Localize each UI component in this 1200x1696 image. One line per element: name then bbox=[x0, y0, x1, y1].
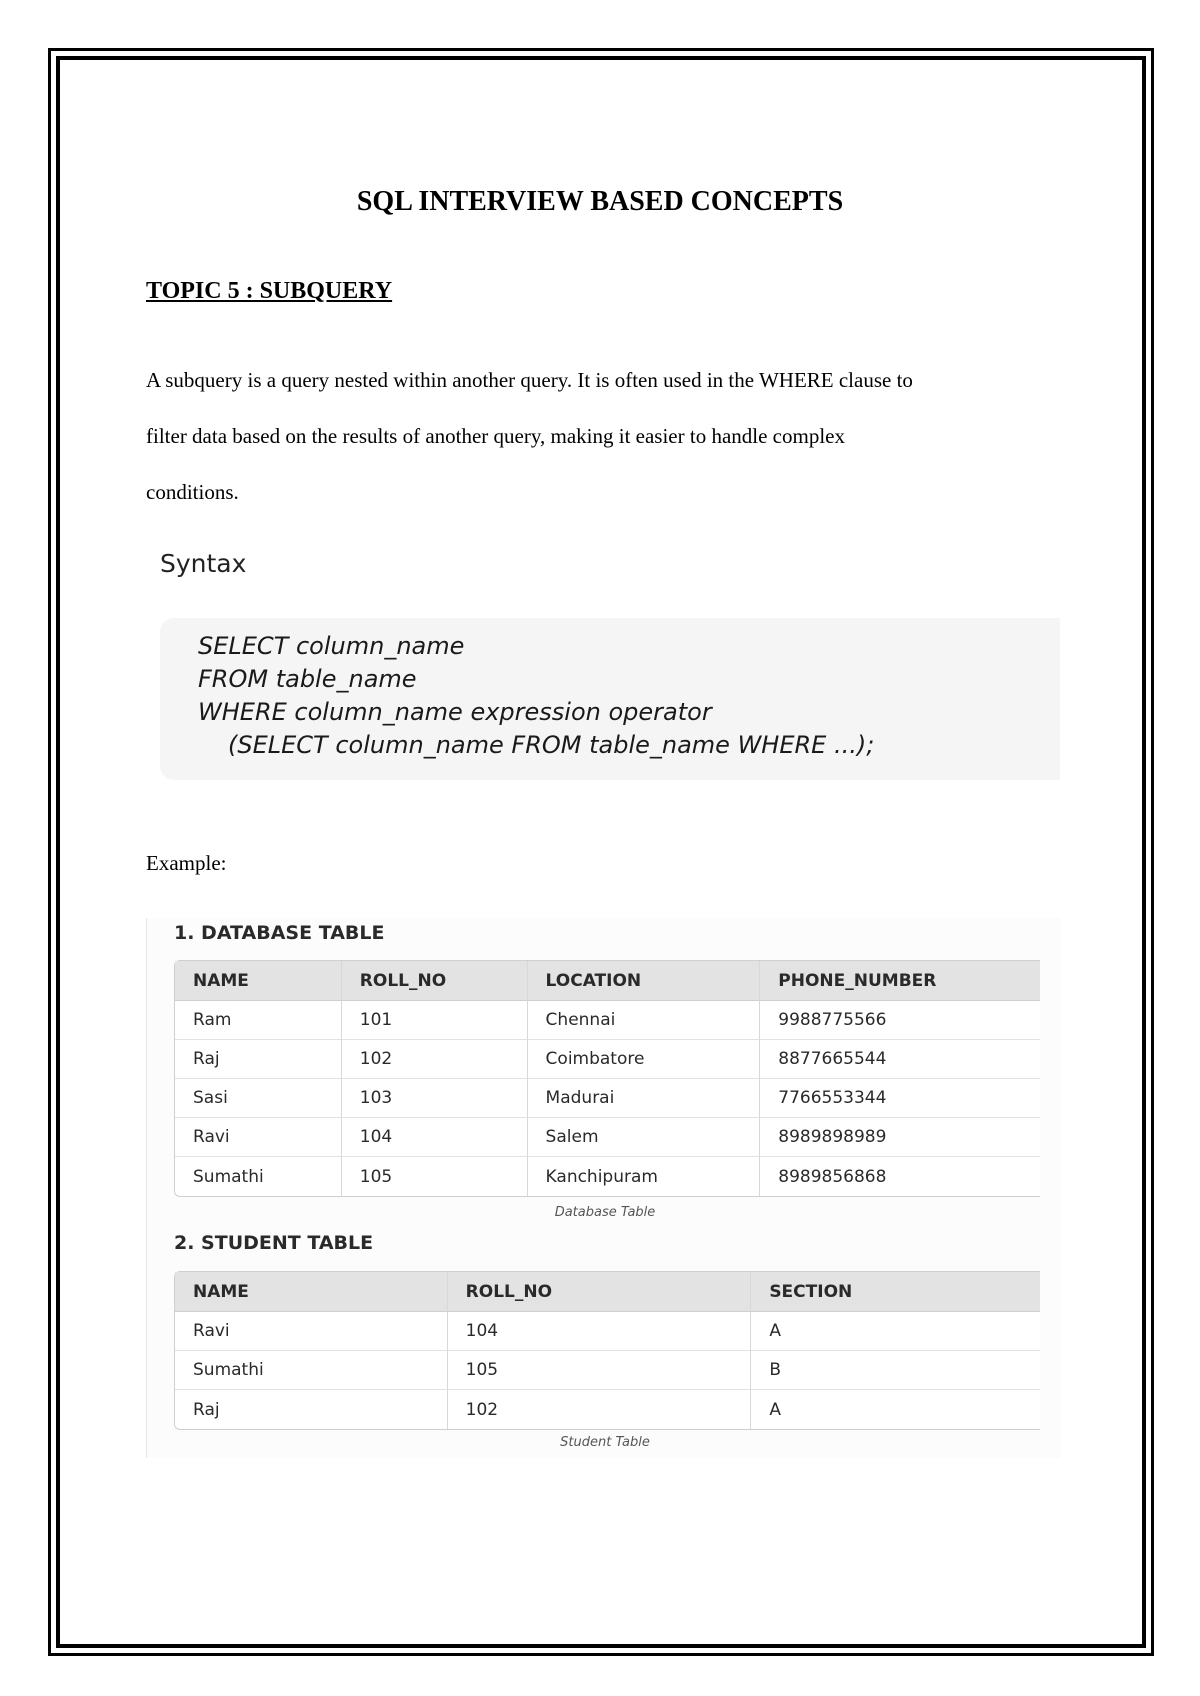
table-cell: Sumathi bbox=[193, 1166, 264, 1187]
table-cell: Coimbatore bbox=[527, 1040, 760, 1079]
table-cell: Raj bbox=[193, 1399, 220, 1420]
table-cell: B bbox=[750, 1351, 1040, 1390]
student-table bbox=[174, 1271, 1040, 1430]
table-cell: Sasi bbox=[175, 1079, 341, 1118]
table-cell: 103 bbox=[341, 1079, 527, 1118]
table-cell: 102 bbox=[341, 1040, 527, 1079]
table-cell: 102 bbox=[447, 1390, 751, 1429]
table-row bbox=[175, 1312, 1040, 1351]
table-cell: A bbox=[750, 1390, 1040, 1429]
code-line: SELECT column_name bbox=[198, 632, 465, 660]
table-row bbox=[175, 1390, 1040, 1429]
code-line: WHERE column_name expression operator bbox=[198, 698, 712, 726]
student-table-heading: 2. STUDENT TABLE bbox=[174, 1232, 374, 1254]
page-title: SQL INTERVIEW BASED CONCEPTS bbox=[356, 186, 844, 217]
table-cell: Ram bbox=[175, 1001, 341, 1040]
table-cell: 101 bbox=[341, 1001, 527, 1040]
student-table-caption: Student Table bbox=[560, 1435, 650, 1450]
table-cell: Ravi bbox=[175, 1118, 341, 1157]
table-cell: Madurai bbox=[527, 1079, 760, 1118]
code-line: (SELECT column_name FROM table_name WHERE ...); bbox=[228, 731, 875, 759]
intro-line: filter data based on the results of another query, making it easier to handle complex bbox=[146, 424, 845, 448]
topic-heading: TOPIC 5 : SUBQUERY bbox=[146, 278, 393, 304]
table-row bbox=[175, 1118, 1040, 1157]
table-row bbox=[175, 1079, 1040, 1118]
table-row bbox=[175, 1157, 1040, 1196]
database-table-heading: 1. DATABASE TABLE bbox=[174, 922, 385, 944]
table-cell: A bbox=[750, 1312, 1040, 1351]
column-header: SECTION bbox=[750, 1272, 1040, 1312]
table-row bbox=[175, 1001, 1040, 1040]
database-table-caption: Database Table bbox=[554, 1205, 656, 1220]
table-cell: 8989856868 bbox=[759, 1157, 1040, 1196]
table-row bbox=[175, 1351, 1040, 1390]
column-header: ROLL_NO bbox=[447, 1272, 751, 1312]
intro-line: conditions. bbox=[146, 480, 239, 504]
table-cell: 104 bbox=[447, 1312, 751, 1351]
table-cell: Salem bbox=[527, 1118, 760, 1157]
table-cell: 105 bbox=[447, 1351, 751, 1390]
column-header: NAME bbox=[175, 961, 341, 1001]
intro-paragraph bbox=[146, 352, 1046, 520]
table-cell: Kanchipuram bbox=[527, 1157, 760, 1196]
table-header-row bbox=[175, 961, 1040, 1001]
column-header: ROLL_NO bbox=[341, 961, 527, 1001]
table-cell: Raj bbox=[175, 1040, 341, 1079]
code-line: FROM table_name bbox=[198, 665, 417, 693]
table-cell: 7766553344 bbox=[759, 1079, 1040, 1118]
table-cell: Chennai bbox=[527, 1001, 760, 1040]
table-cell: 105 bbox=[341, 1157, 527, 1196]
column-header: NAME bbox=[175, 1272, 447, 1312]
table-cell: 9988775566 bbox=[759, 1001, 1040, 1040]
column-header: LOCATION bbox=[527, 961, 760, 1001]
table-row bbox=[175, 1040, 1040, 1079]
syntax-heading: Syntax bbox=[160, 549, 247, 578]
intro-line: A subquery is a query nested within another query. It is often used in the WHERE clause to bbox=[146, 368, 913, 392]
table-cell: Ravi bbox=[175, 1312, 447, 1351]
column-header: PHONE_NUMBER bbox=[759, 961, 1040, 1001]
syntax-code-block bbox=[160, 618, 1060, 780]
table-cell: 8989898989 bbox=[759, 1118, 1040, 1157]
table-header-row bbox=[175, 1272, 1040, 1312]
database-table bbox=[174, 960, 1040, 1197]
table-cell: Sumathi bbox=[175, 1351, 447, 1390]
example-label: Example: bbox=[146, 851, 227, 875]
table-cell: 8877665544 bbox=[759, 1040, 1040, 1079]
table-cell: 104 bbox=[341, 1118, 527, 1157]
